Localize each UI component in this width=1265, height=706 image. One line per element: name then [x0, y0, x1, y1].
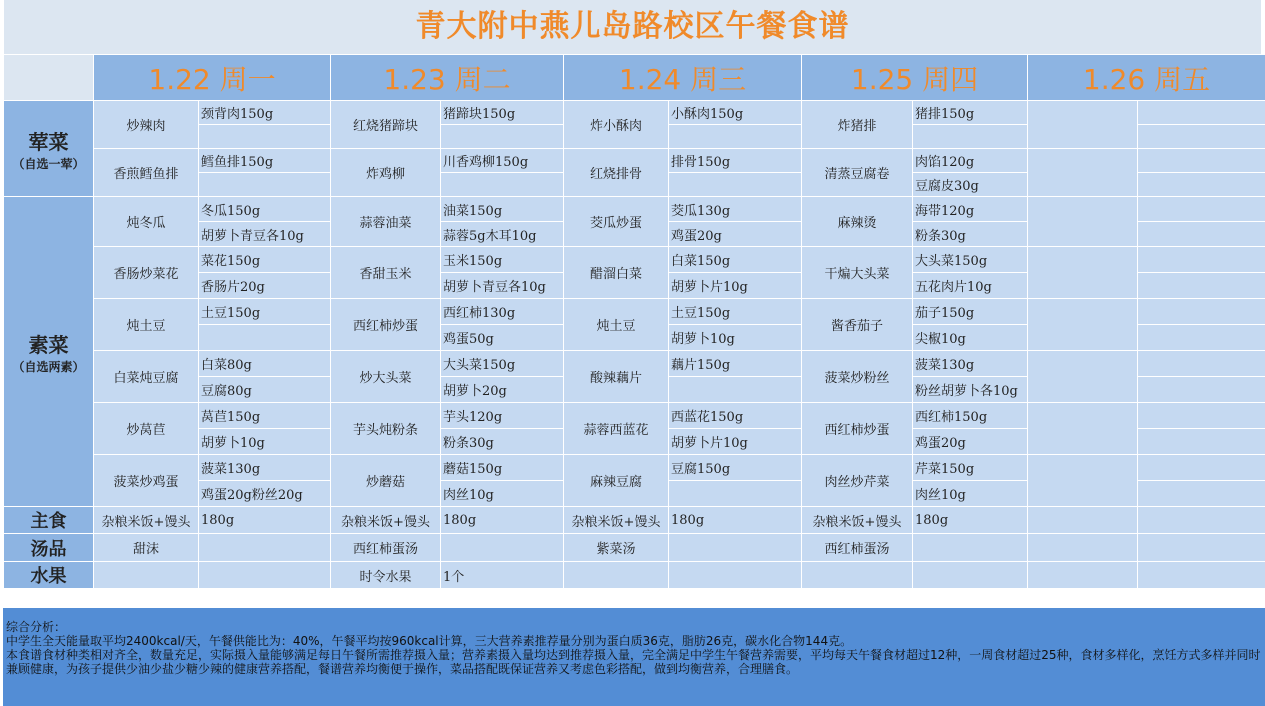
dish-name: 西红柿蛋汤	[802, 534, 913, 562]
empty-cell	[1028, 507, 1138, 534]
ingredient	[199, 325, 331, 351]
empty-cell	[1138, 101, 1265, 125]
ingredient: 180g	[441, 507, 564, 534]
ingredient: 1个	[441, 562, 564, 589]
ingredient	[669, 481, 802, 507]
dish-name: 麻辣烫	[802, 197, 913, 247]
empty-cell	[1138, 197, 1265, 222]
analysis-section	[3, 608, 1265, 706]
ingredient: 西蓝花150g	[669, 403, 802, 429]
empty-cell	[1028, 149, 1138, 197]
ingredient: 白菜150g	[669, 247, 802, 273]
dish-name: 芋头炖粉条	[331, 403, 441, 455]
empty-cell	[1138, 429, 1265, 455]
empty-cell	[1138, 149, 1265, 173]
ingredient: 菠菜130g	[199, 455, 331, 481]
dish-name: 杂粮米饭+馒头	[331, 507, 441, 534]
menu-row	[4, 101, 1265, 125]
empty-cell	[1028, 351, 1138, 403]
ingredient: 粉丝胡萝卜各10g	[913, 377, 1028, 403]
dish-name: 炸猪排	[802, 101, 913, 149]
ingredient: 海带120g	[913, 197, 1028, 222]
ingredient: 川香鸡柳150g	[441, 149, 564, 173]
dish-name	[802, 562, 913, 589]
ingredient	[441, 534, 564, 562]
dish-name: 炒辣肉	[94, 101, 199, 149]
ingredient: 蒜蓉5g木耳10g	[441, 222, 564, 247]
empty-cell	[1138, 247, 1265, 273]
day-header: 1.24 周三	[564, 55, 802, 101]
day-header: 1.22 周一	[94, 55, 331, 101]
menu-row-staple	[4, 507, 1265, 534]
ingredient: 胡萝卜片10g	[669, 273, 802, 299]
dish-name: 香肠炒菜花	[94, 247, 199, 299]
empty-cell	[1138, 125, 1265, 149]
dish-name: 杂粮米饭+馒头	[94, 507, 199, 534]
ingredient	[913, 562, 1028, 589]
empty-cell	[1028, 299, 1138, 351]
ingredient: 香肠片20g	[199, 273, 331, 299]
empty-cell	[1138, 325, 1265, 351]
dish-name: 白菜炖豆腐	[94, 351, 199, 403]
ingredient: 尖椒10g	[913, 325, 1028, 351]
dish-name: 炖土豆	[564, 299, 669, 351]
ingredient: 茄子150g	[913, 299, 1028, 325]
ingredient: 豆腐150g	[669, 455, 802, 481]
ingredient: 五花肉片10g	[913, 273, 1028, 299]
category-name: 水果	[30, 566, 67, 587]
ingredient: 油菜150g	[441, 197, 564, 222]
ingredient: 西红柿130g	[441, 299, 564, 325]
category-note: （自选一荤）	[12, 156, 85, 171]
ingredient: 豆腐80g	[199, 377, 331, 403]
empty-cell	[1028, 534, 1138, 562]
ingredient: 颈背肉150g	[199, 101, 331, 125]
ingredient: 冬瓜150g	[199, 197, 331, 222]
dish-name: 炖冬瓜	[94, 197, 199, 247]
category-note: （自选两素）	[12, 359, 85, 374]
dish-name: 清蒸豆腐卷	[802, 149, 913, 197]
analysis-line-2: 本食谱食材种类相对齐全，数量充足，实际摄入量能够满足每日午餐所需推荐摄入量；营养素摄入量均达到推荐摄入量，完全满足中学生午餐营养需要，平均每天午餐食材超过12种，一周食材超过25种，食材多样化，烹饪方式多样并同时兼顾健康，为孩子提供少油少盐少糖少辣的健康营养搭配，餐谱营养均衡便于操作，菜品搭配既保证营养又考虑色彩搭配，做到均衡营养，合理膳食。	[6, 648, 1261, 676]
menu-row	[4, 299, 1265, 325]
ingredient: 芹菜150g	[913, 455, 1028, 481]
ingredient: 芋头120g	[441, 403, 564, 429]
ingredient	[199, 534, 331, 562]
ingredient	[199, 173, 331, 197]
ingredient: 180g	[199, 507, 331, 534]
ingredient: 胡萝卜青豆各10g	[199, 222, 331, 247]
ingredient	[913, 534, 1028, 562]
menu-row	[4, 197, 1265, 222]
ingredient: 鸡蛋50g	[441, 325, 564, 351]
ingredient: 白菜80g	[199, 351, 331, 377]
dish-name: 香甜玉米	[331, 247, 441, 299]
dish-name: 时令水果	[331, 562, 441, 589]
dish-name: 炸小酥肉	[564, 101, 669, 149]
menu-row	[4, 351, 1265, 377]
header-row	[4, 55, 1265, 101]
category-name: 主食	[30, 511, 67, 532]
ingredient	[199, 125, 331, 149]
ingredient	[669, 534, 802, 562]
ingredient: 玉米150g	[441, 247, 564, 273]
empty-cell	[1028, 562, 1138, 589]
dish-name: 酸辣藕片	[564, 351, 669, 403]
page-title: 青大附中燕儿岛路校区午餐食谱	[4, 0, 1261, 54]
day-header: 1.25 周四	[802, 55, 1028, 101]
dish-name: 西红柿炒蛋	[331, 299, 441, 351]
empty-cell	[1138, 507, 1265, 534]
ingredient: 茭瓜130g	[669, 197, 802, 222]
ingredient	[441, 125, 564, 149]
dish-name: 红烧排骨	[564, 149, 669, 197]
ingredient: 鸡蛋20g	[913, 429, 1028, 455]
header-corner	[4, 55, 94, 101]
day-header: 1.26 周五	[1028, 55, 1265, 101]
ingredient: 排骨150g	[669, 149, 802, 173]
menu-row	[4, 403, 1265, 429]
category-name: 汤品	[30, 538, 67, 560]
dish-name: 菠菜炒粉丝	[802, 351, 913, 403]
ingredient	[913, 125, 1028, 149]
ingredient: 大头菜150g	[913, 247, 1028, 273]
ingredient: 胡萝卜青豆各10g	[441, 273, 564, 299]
dish-name: 西红柿炒蛋	[802, 403, 913, 455]
dish-name: 酱香茄子	[802, 299, 913, 351]
dish-name: 香煎鳕鱼排	[94, 149, 199, 197]
empty-cell	[1028, 247, 1138, 299]
ingredient: 胡萝卜片10g	[669, 429, 802, 455]
empty-cell	[1028, 455, 1138, 507]
dish-name: 炒莴苣	[94, 403, 199, 455]
menu-row	[4, 247, 1265, 273]
ingredient: 猪排150g	[913, 101, 1028, 125]
ingredient	[199, 562, 331, 589]
dish-name: 炖土豆	[94, 299, 199, 351]
ingredient	[669, 562, 802, 589]
empty-cell	[1028, 197, 1138, 247]
empty-cell	[1138, 273, 1265, 299]
dish-name: 紫菜汤	[564, 534, 669, 562]
ingredient: 猪蹄块150g	[441, 101, 564, 125]
analysis-heading: 综合分析：	[6, 620, 67, 634]
category-meat	[4, 101, 94, 197]
dish-name: 蒜蓉油菜	[331, 197, 441, 247]
ingredient: 藕片150g	[669, 351, 802, 377]
ingredient: 大头菜150g	[441, 351, 564, 377]
empty-cell	[1028, 101, 1138, 149]
ingredient: 土豆150g	[199, 299, 331, 325]
ingredient: 菜花150g	[199, 247, 331, 273]
ingredient: 胡萝卜10g	[669, 325, 802, 351]
dish-name: 炸鸡柳	[331, 149, 441, 197]
dish-name: 干煸大头菜	[802, 247, 913, 299]
empty-cell	[1138, 403, 1265, 429]
ingredient: 鳕鱼排150g	[199, 149, 331, 173]
analysis-line-1: 中学生全天能量取平均2400kcal/天，午餐供能比为：40%，午餐平均按960kcal计算，三大营养素推荐量分别为蛋白质36克，脂肪26克，碳水化合物144克。	[6, 634, 853, 648]
ingredient	[669, 173, 802, 197]
day-header: 1.23 周二	[331, 55, 564, 101]
dish-name: 甜沫	[94, 534, 199, 562]
dish-name: 麻辣豆腐	[564, 455, 669, 507]
dish-name: 杂粮米饭+馒头	[564, 507, 669, 534]
category-veg	[4, 197, 94, 507]
ingredient: 菠菜130g	[913, 351, 1028, 377]
empty-cell	[1138, 173, 1265, 197]
dish-name: 炒大头菜	[331, 351, 441, 403]
empty-cell	[1138, 351, 1265, 377]
ingredient: 粉条30g	[441, 429, 564, 455]
empty-cell	[1138, 377, 1265, 403]
dish-name: 蒜蓉西蓝花	[564, 403, 669, 455]
category-name: 荤菜	[28, 129, 69, 154]
ingredient	[441, 173, 564, 197]
empty-cell	[1028, 403, 1138, 455]
ingredient: 豆腐皮30g	[913, 173, 1028, 197]
ingredient: 粉条30g	[913, 222, 1028, 247]
ingredient: 肉馅120g	[913, 149, 1028, 173]
ingredient: 鸡蛋20g粉丝20g	[199, 481, 331, 507]
ingredient: 胡萝卜10g	[199, 429, 331, 455]
ingredient: 鸡蛋20g	[669, 222, 802, 247]
ingredient	[669, 125, 802, 149]
dish-name	[94, 562, 199, 589]
empty-cell	[1138, 481, 1265, 507]
ingredient: 肉丝10g	[913, 481, 1028, 507]
ingredient: 蘑菇150g	[441, 455, 564, 481]
menu-row	[4, 149, 1265, 173]
empty-cell	[1138, 534, 1265, 562]
ingredient: 西红柿150g	[913, 403, 1028, 429]
category-soup	[4, 534, 94, 562]
dish-name: 杂粮米饭+馒头	[802, 507, 913, 534]
menu-row-soup	[4, 534, 1265, 562]
empty-cell	[1138, 455, 1265, 481]
category-fruit	[4, 562, 94, 589]
dish-name: 西红柿蛋汤	[331, 534, 441, 562]
ingredient: 小酥肉150g	[669, 101, 802, 125]
dish-name: 醋溜白菜	[564, 247, 669, 299]
menu-table	[3, 54, 1265, 589]
menu-row	[4, 455, 1265, 481]
dish-name: 肉丝炒芹菜	[802, 455, 913, 507]
ingredient: 肉丝10g	[441, 481, 564, 507]
menu-row-fruit	[4, 562, 1265, 589]
ingredient: 180g	[913, 507, 1028, 534]
ingredient: 胡萝卜20g	[441, 377, 564, 403]
ingredient: 180g	[669, 507, 802, 534]
ingredient: 莴苣150g	[199, 403, 331, 429]
empty-cell	[1138, 562, 1265, 589]
category-staple	[4, 507, 94, 534]
empty-cell	[1138, 222, 1265, 247]
ingredient: 土豆150g	[669, 299, 802, 325]
empty-cell	[1138, 299, 1265, 325]
dish-name: 茭瓜炒蛋	[564, 197, 669, 247]
ingredient	[669, 377, 802, 403]
dish-name: 菠菜炒鸡蛋	[94, 455, 199, 507]
dish-name	[564, 562, 669, 589]
dish-name: 红烧猪蹄块	[331, 101, 441, 149]
category-name: 素菜	[28, 332, 69, 357]
dish-name: 炒蘑菇	[331, 455, 441, 507]
